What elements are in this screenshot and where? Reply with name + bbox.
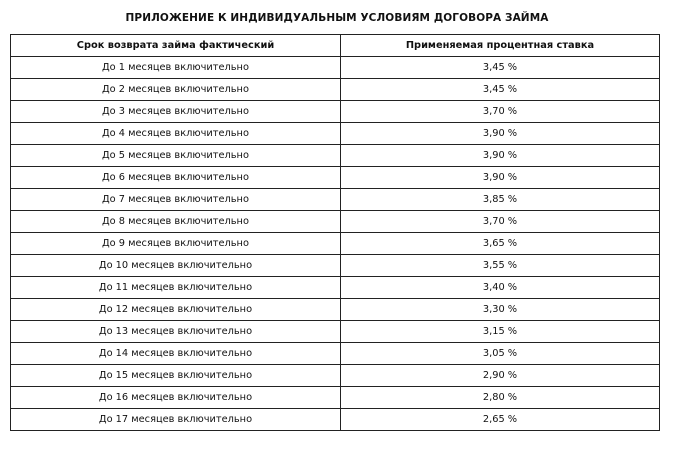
rate-cell: 3,45 % — [341, 79, 660, 101]
term-cell: До 6 месяцев включительно — [11, 167, 341, 189]
term-cell: До 16 месяцев включительно — [11, 387, 341, 409]
column-header-term: Срок возврата займа фактический — [11, 35, 341, 57]
table-row — [11, 409, 660, 431]
rate-cell: 3,55 % — [341, 255, 660, 277]
term-cell: До 11 месяцев включительно — [11, 277, 341, 299]
term-cell: До 14 месяцев включительно — [11, 343, 341, 365]
table-row — [11, 79, 660, 101]
rate-cell: 3,90 % — [341, 123, 660, 145]
table-row — [11, 123, 660, 145]
term-cell: До 9 месяцев включительно — [11, 233, 341, 255]
rate-cell: 3,15 % — [341, 321, 660, 343]
table-row — [11, 189, 660, 211]
term-cell: До 13 месяцев включительно — [11, 321, 341, 343]
term-cell: До 5 месяцев включительно — [11, 145, 341, 167]
table-body — [11, 57, 660, 431]
table-row — [11, 233, 660, 255]
table-row — [11, 211, 660, 233]
table-row — [11, 387, 660, 409]
column-header-rate: Применяемая процентная ставка — [341, 35, 660, 57]
rate-cell: 3,05 % — [341, 343, 660, 365]
rate-cell: 3,30 % — [341, 299, 660, 321]
interest-rate-table — [10, 34, 660, 431]
term-cell: До 7 месяцев включительно — [11, 189, 341, 211]
rate-cell: 3,65 % — [341, 233, 660, 255]
table-row — [11, 57, 660, 79]
table-row — [11, 255, 660, 277]
table-row — [11, 167, 660, 189]
table-header-row — [11, 35, 660, 57]
document-title: ПРИЛОЖЕНИЕ К ИНДИВИДУАЛЬНЫМ УСЛОВИЯМ ДОГОВОРА ЗАЙМА — [125, 12, 549, 24]
rate-cell: 2,90 % — [341, 365, 660, 387]
term-cell: До 12 месяцев включительно — [11, 299, 341, 321]
term-cell: До 4 месяцев включительно — [11, 123, 341, 145]
rate-cell: 2,65 % — [341, 409, 660, 431]
table-row — [11, 343, 660, 365]
table-row — [11, 277, 660, 299]
table-row — [11, 101, 660, 123]
table-row — [11, 145, 660, 167]
rate-cell: 3,40 % — [341, 277, 660, 299]
term-cell: До 1 месяцев включительно — [11, 57, 341, 79]
term-cell: До 2 месяцев включительно — [11, 79, 341, 101]
term-cell: До 8 месяцев включительно — [11, 211, 341, 233]
term-cell: До 17 месяцев включительно — [11, 409, 341, 431]
rate-cell: 3,85 % — [341, 189, 660, 211]
rate-cell: 3,90 % — [341, 167, 660, 189]
rate-cell: 3,90 % — [341, 145, 660, 167]
rate-cell: 3,70 % — [341, 101, 660, 123]
table-row — [11, 299, 660, 321]
term-cell: До 10 месяцев включительно — [11, 255, 341, 277]
term-cell: До 3 месяцев включительно — [11, 101, 341, 123]
rate-cell: 2,80 % — [341, 387, 660, 409]
table-row — [11, 365, 660, 387]
term-cell: До 15 месяцев включительно — [11, 365, 341, 387]
rate-cell: 3,45 % — [341, 57, 660, 79]
rate-cell: 3,70 % — [341, 211, 660, 233]
table-row — [11, 321, 660, 343]
